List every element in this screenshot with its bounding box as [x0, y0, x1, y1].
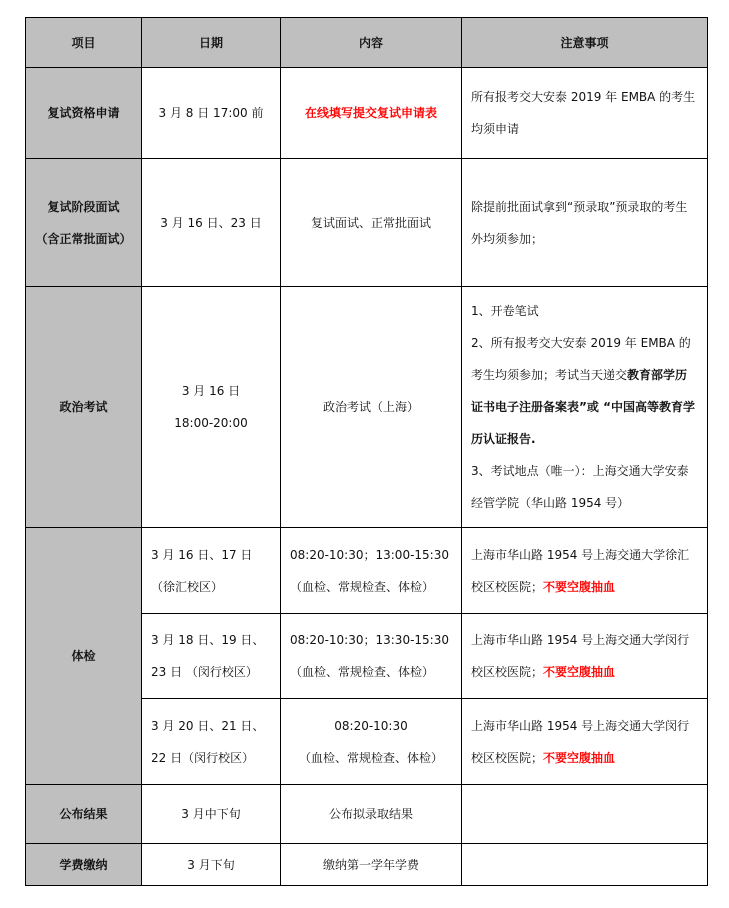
- date-line2: 18:00-20:00: [174, 416, 248, 430]
- content-cell: 缴纳第一学年学费: [281, 844, 462, 886]
- location: 上海市华山路 1954 号上海交通大学徐汇校区校医院；: [471, 547, 690, 594]
- date-cell: 3 月 16 日、23 日: [142, 159, 281, 287]
- header-notes: 注意事项: [462, 18, 708, 68]
- item-cell: [26, 159, 142, 287]
- date-cell: 3 月中下旬: [142, 785, 281, 844]
- session-time: 08:20-10:30；13:00-15:30: [290, 547, 449, 562]
- warning-text: 不要空腹抽血: [543, 750, 616, 765]
- note-1: 1、开卷笔试: [471, 304, 539, 318]
- session-time: 08:20-10:30；13:30-15:30: [290, 633, 449, 647]
- content-cell: 复试面试、正常批面试: [281, 159, 462, 287]
- item-cell: 公布结果: [26, 785, 142, 844]
- session-items: （血检、常规检查、体检）: [290, 579, 435, 594]
- date-cell: 3 月 16 日、17 日（徐汇校区）: [142, 528, 281, 614]
- item-label-line1: 复试阶段面试: [47, 199, 120, 214]
- note-2-plain: 2、所有报考交大安泰 2019 年 EMBA 的考生均须参加；考试当天递交: [471, 336, 691, 382]
- date-line1: 3 月 16 日: [181, 384, 241, 398]
- session-time: 08:20-10:30: [334, 718, 408, 733]
- date-cell: [142, 287, 281, 528]
- table-row-results: [26, 785, 708, 844]
- content-cell: [281, 614, 462, 699]
- note-3: 3、考试地点（唯一）：上海交通大学安泰经管学院（华山路 1954 号）: [471, 464, 689, 510]
- notes-cell: [462, 528, 708, 614]
- item-label-line2: （含正常批面试）: [35, 231, 132, 246]
- note-2: [471, 336, 695, 446]
- item-cell: 体检: [26, 528, 142, 785]
- header-content: 内容: [281, 18, 462, 68]
- notes-cell: [462, 785, 708, 844]
- content-cell: [281, 699, 462, 785]
- header-item: 项目: [26, 18, 142, 68]
- location: 上海市华山路 1954 号上海交通大学闵行校区校医院；: [471, 633, 690, 679]
- table-row-politics: [26, 287, 708, 528]
- notes-cell: [462, 287, 708, 528]
- content-cell: 公布拟录取结果: [281, 785, 462, 844]
- item-cell: 政治考试: [26, 287, 142, 528]
- content-cell: 政治考试（上海）: [281, 287, 462, 528]
- table-row-tuition: [26, 844, 708, 886]
- date-cell: 3 月 18 日、19 日、23 日 （闵行校区）: [142, 614, 281, 699]
- admission-schedule-table: [25, 17, 708, 886]
- date-cell: 3 月 20 日、21 日、22 日（闵行校区）: [142, 699, 281, 785]
- header-row: [26, 18, 708, 68]
- notes-cell: 所有报考交大安泰 2019 年 EMBA 的考生均须申请: [462, 68, 708, 159]
- item-cell: 复试资格申请: [26, 68, 142, 159]
- table-row-interview: [26, 159, 708, 287]
- table-row-physical-1: [26, 528, 708, 614]
- warning-text: 不要空腹抽血: [543, 579, 616, 594]
- location: 上海市华山路 1954 号上海交通大学闵行校区校医院；: [471, 718, 690, 765]
- date-cell: 3 月下旬: [142, 844, 281, 886]
- notes-cell: [462, 844, 708, 886]
- content-cell-highlight: 在线填写提交复试申请表: [281, 68, 462, 159]
- warning-text: 不要空腹抽血: [543, 665, 616, 679]
- note-2-bold: 教育部学历证书电子注册备案表”或 “中国高等教育学历认证报告.: [471, 368, 695, 446]
- notes-cell: [462, 699, 708, 785]
- table-row-qualification: [26, 68, 708, 159]
- session-items: （血检、常规检查、体检）: [290, 665, 435, 679]
- notes-cell: 除提前批面试拿到“预录取”预录取的考生外均须参加；: [462, 159, 708, 287]
- content-cell: [281, 528, 462, 614]
- header-date: 日期: [142, 18, 281, 68]
- notes-cell: [462, 614, 708, 699]
- date-cell: 3 月 8 日 17:00 前: [142, 68, 281, 159]
- session-items: （血检、常规检查、体检）: [298, 750, 443, 765]
- item-cell: 学费缴纳: [26, 844, 142, 886]
